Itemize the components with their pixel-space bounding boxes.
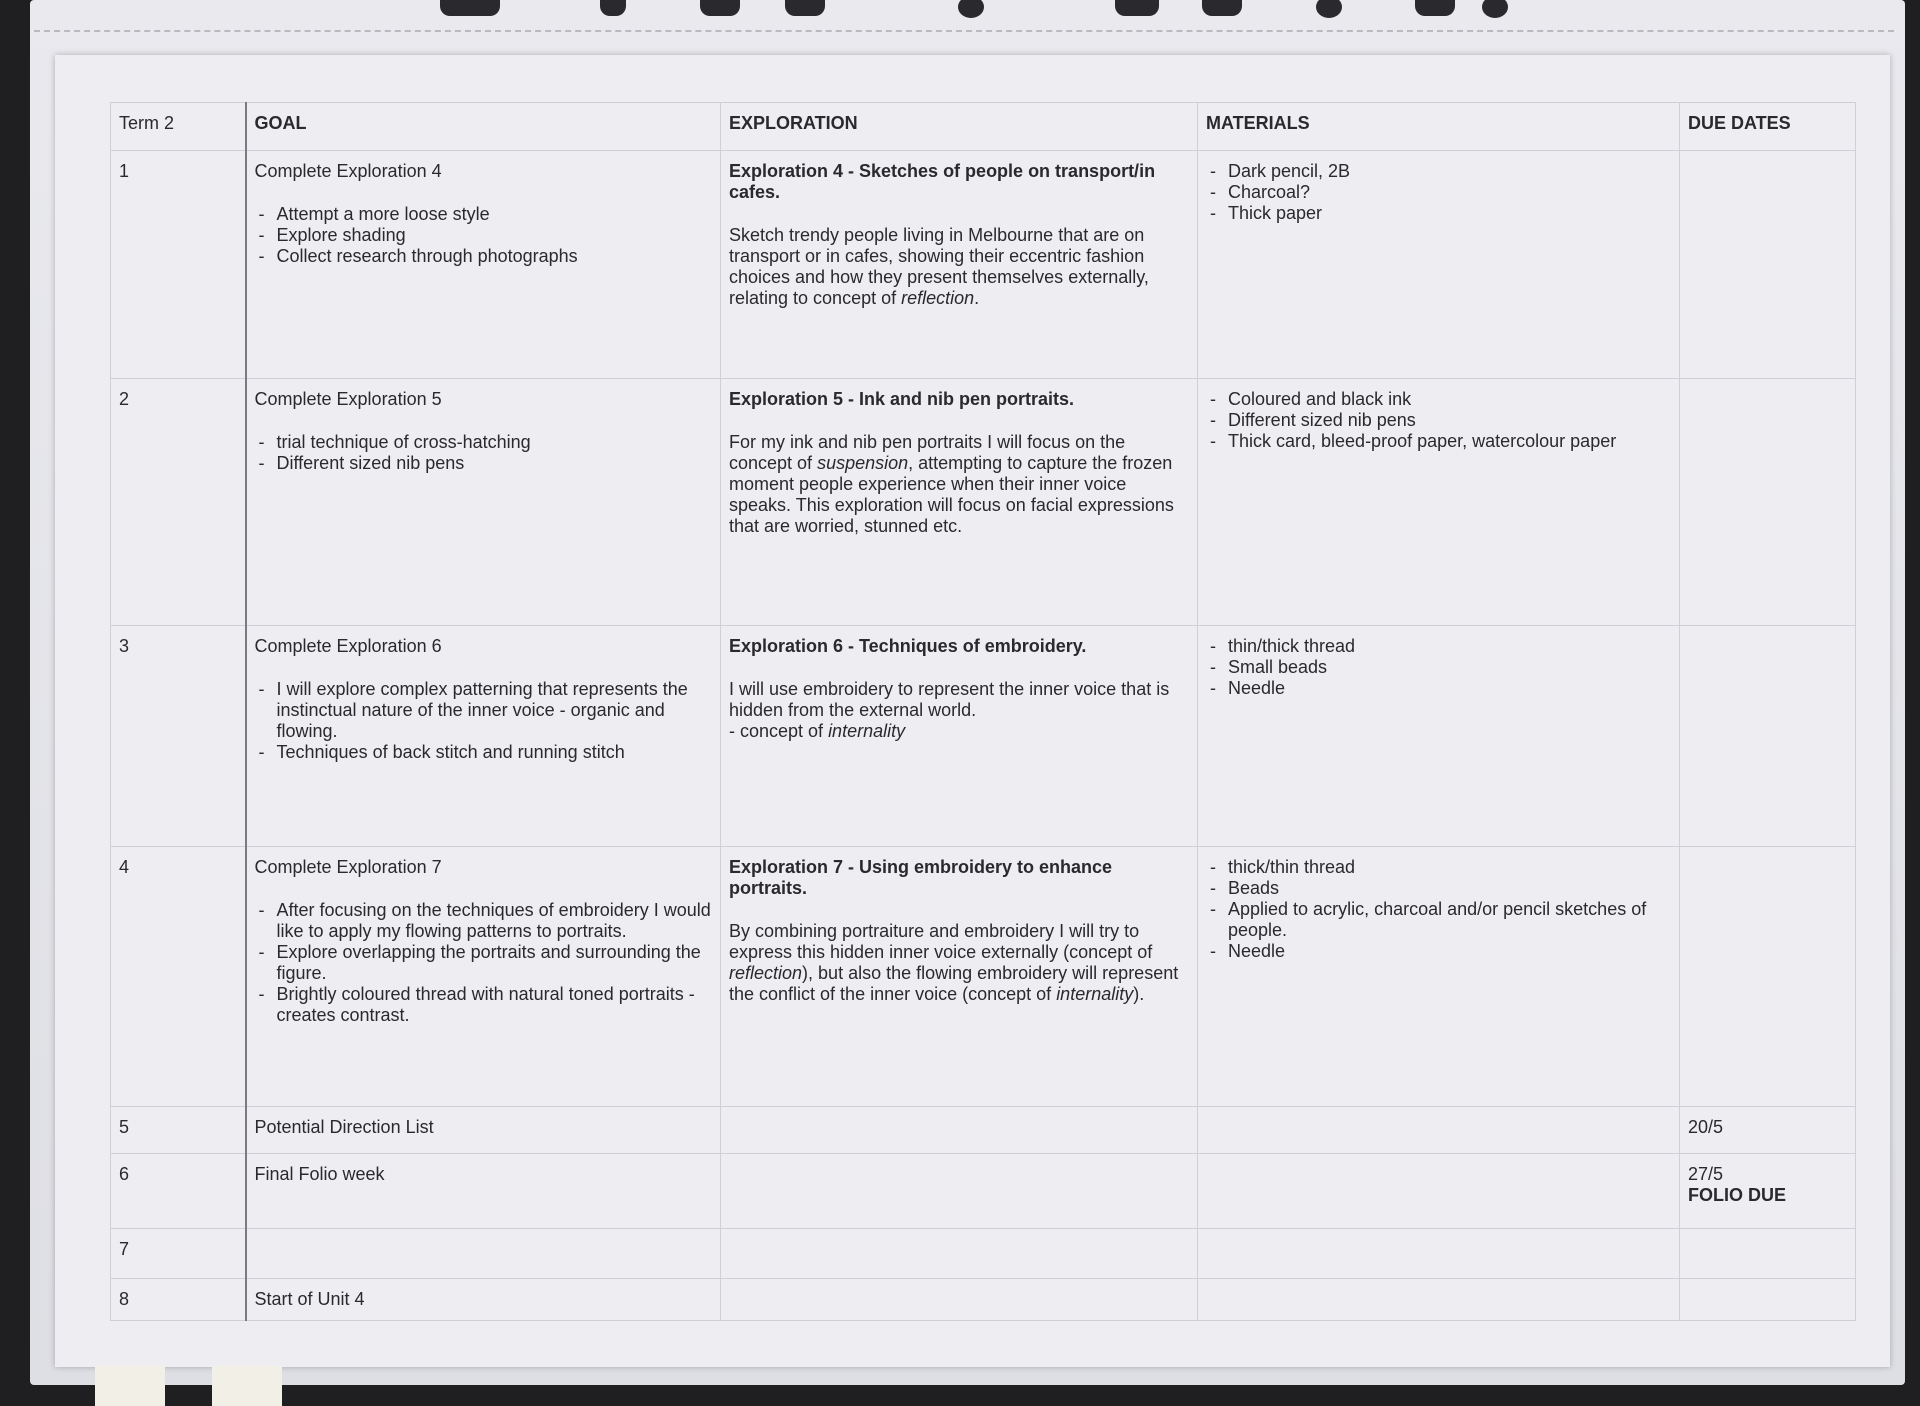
material-item: - thin/thick thread (1206, 636, 1671, 657)
table-row (111, 1107, 1856, 1154)
materials-cell (1198, 151, 1680, 379)
material-item: - Dark pencil, 2B (1206, 161, 1671, 182)
materials-cell (1198, 1279, 1680, 1321)
due-date-cell: 20/5 (1680, 1107, 1856, 1154)
due-date-cell (1680, 151, 1856, 379)
goal-cell (246, 151, 721, 379)
row-number: 4 (111, 847, 246, 1107)
goal-title: Complete Exploration 7 (254, 857, 442, 877)
exploration-cell (721, 847, 1198, 1107)
goal-cell (246, 379, 721, 626)
goal-cell (246, 847, 721, 1107)
goal-title: Complete Exploration 4 (254, 161, 442, 181)
goal-title: Start of Unit 4 (246, 1279, 721, 1321)
goal-title: Potential Direction List (246, 1107, 721, 1154)
materials-cell (1198, 1107, 1680, 1154)
materials-cell (1198, 379, 1680, 626)
row-number: 5 (111, 1107, 246, 1154)
goal-list (255, 679, 713, 763)
exploration-concept: - concept of internality (729, 721, 906, 741)
goal-header: GOAL (246, 103, 721, 151)
binder-hole (785, 0, 825, 16)
due-date-cell (1680, 847, 1856, 1107)
material-item: - Charcoal? (1206, 182, 1671, 203)
exploration-cell (721, 626, 1198, 847)
material-item: - Different sized nib pens (1206, 410, 1671, 431)
table-row (111, 626, 1856, 847)
table-row (111, 151, 1856, 379)
table-row (111, 1229, 1856, 1279)
material-item: - Needle (1206, 941, 1671, 962)
material-item: - Thick paper (1206, 203, 1671, 224)
goal-title: Complete Exploration 6 (254, 636, 442, 656)
material-item: - Applied to acrylic, charcoal and/or pencil sketches of people. (1206, 899, 1671, 941)
exploration-cell (721, 1229, 1198, 1279)
exploration-title: Exploration 4 - Sketches of people on transport/in cafes. (729, 161, 1156, 202)
goal-list (255, 432, 713, 474)
materials-cell (1198, 1154, 1680, 1229)
material-item: - Thick card, bleed-proof paper, watercolour paper (1206, 431, 1671, 452)
row-number: 3 (111, 626, 246, 847)
goal-item: - I will explore complex patterning that represents the instinctual nature of the inner voice - organic and flowing. (255, 679, 713, 742)
row-number: 7 (111, 1229, 246, 1279)
table-row (111, 847, 1856, 1107)
row-number: 2 (111, 379, 246, 626)
row-number: 8 (111, 1279, 246, 1321)
exploration-cell (721, 151, 1198, 379)
paper-tab (95, 1366, 165, 1406)
materials-list (1206, 857, 1671, 962)
row-number: 1 (111, 151, 246, 379)
goal-item: - Explore overlapping the portraits and surrounding the figure. (255, 942, 713, 984)
materials-cell (1198, 847, 1680, 1107)
exploration-body: By combining portraiture and embroidery I will try to express this hidden inner voice externally (concept of reflection), but also the flowing embroidery will represent the conflict of the inner voice (concept of internality). (729, 921, 1179, 1004)
goal-item: - Explore shading (255, 225, 713, 246)
binder-hole (1415, 0, 1455, 16)
binder-hole (700, 0, 740, 16)
exploration-cell (721, 1279, 1198, 1321)
paper-tab (212, 1366, 282, 1406)
binder-hole (1115, 0, 1159, 16)
due-date: 27/5 (1688, 1164, 1724, 1184)
goal-item: - After focusing on the techniques of embroidery I would like to apply my flowing patterns to portraits. (255, 900, 713, 942)
exploration-title: Exploration 6 - Techniques of embroidery. (729, 636, 1087, 656)
due-dates-header: DUE DATES (1680, 103, 1856, 151)
material-item: - thick/thin thread (1206, 857, 1671, 878)
exploration-cell (721, 379, 1198, 626)
goal-title (246, 1229, 721, 1279)
goal-title: Final Folio week (246, 1154, 721, 1229)
material-item: - Beads (1206, 878, 1671, 899)
row-number: 6 (111, 1154, 246, 1229)
term-plan-table (110, 102, 1856, 1321)
binder-hole (440, 0, 500, 16)
due-date-cell (1680, 1154, 1856, 1229)
materials-cell (1198, 1229, 1680, 1279)
goal-item: - trial technique of cross-hatching (255, 432, 713, 453)
goal-item: - Attempt a more loose style (255, 204, 713, 225)
exploration-cell (721, 1107, 1198, 1154)
materials-list (1206, 389, 1671, 452)
materials-header: MATERIALS (1198, 103, 1680, 151)
material-item: - Coloured and black ink (1206, 389, 1671, 410)
due-date-cell (1680, 379, 1856, 626)
goal-title: Complete Exploration 5 (254, 389, 442, 409)
goal-list (255, 900, 713, 1026)
exploration-body: Sketch trendy people living in Melbourne that are on transport or in cafes, showing their eccentric fashion choices and how they present themselves externally, relating to concept of reflection. (729, 225, 1149, 308)
table-row (111, 379, 1856, 626)
goal-list (255, 204, 713, 267)
due-date-cell (1680, 626, 1856, 847)
materials-list (1206, 161, 1671, 224)
materials-list (1206, 636, 1671, 699)
materials-cell (1198, 626, 1680, 847)
due-date-cell (1680, 1229, 1856, 1279)
sleeve-perforation (34, 30, 1894, 40)
term-header: Term 2 (111, 103, 246, 151)
binder-hole (1202, 0, 1242, 16)
material-item: - Needle (1206, 678, 1671, 699)
material-item: - Small beads (1206, 657, 1671, 678)
exploration-header: EXPLORATION (721, 103, 1198, 151)
table-row (111, 1154, 1856, 1229)
exploration-body: I will use embroidery to represent the inner voice that is hidden from the external world. (729, 679, 1170, 720)
goal-item: - Techniques of back stitch and running stitch (255, 742, 713, 763)
exploration-title: Exploration 5 - Ink and nib pen portraits. (729, 389, 1075, 409)
goal-item: - Collect research through photographs (255, 246, 713, 267)
goal-cell (246, 626, 721, 847)
exploration-cell (721, 1154, 1198, 1229)
goal-item: - Brightly coloured thread with natural toned portraits - creates contrast. (255, 984, 713, 1026)
table-row (111, 1279, 1856, 1321)
table-header-row (111, 103, 1856, 151)
binder-hole (600, 0, 626, 16)
folio-due-label: FOLIO DUE (1688, 1185, 1786, 1205)
goal-item: - Different sized nib pens (255, 453, 713, 474)
due-date-cell (1680, 1279, 1856, 1321)
exploration-title: Exploration 7 - Using embroidery to enhance portraits. (729, 857, 1113, 898)
exploration-body: For my ink and nib pen portraits I will focus on the concept of suspension, attempting to capture the frozen moment people experience when their inner voice speaks. This exploration will focus on facial expressions that are worried, stunned etc. (729, 432, 1174, 536)
